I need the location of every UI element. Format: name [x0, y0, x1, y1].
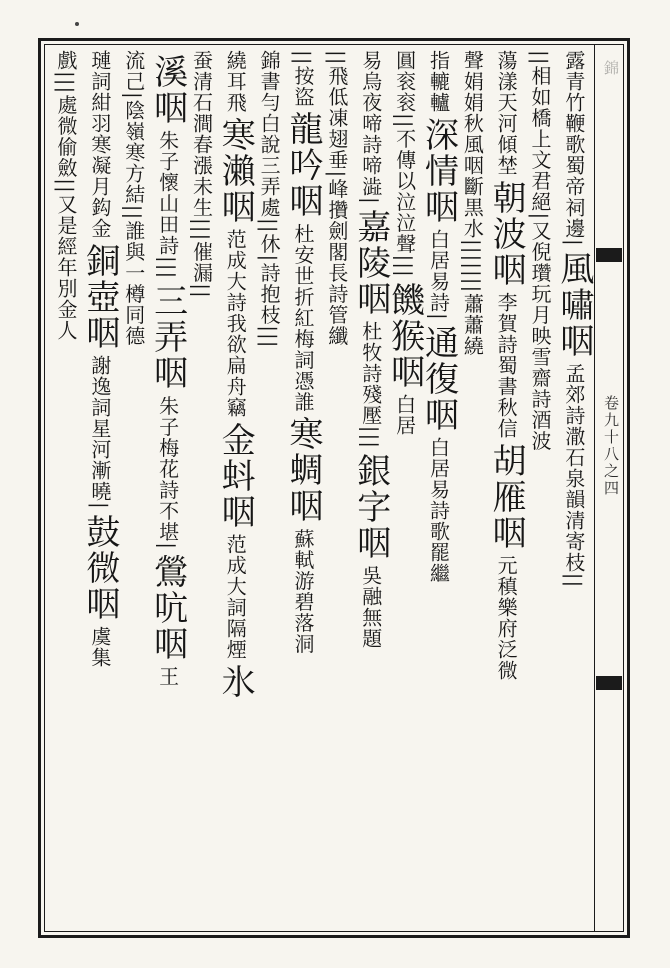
- entry-text: 繞耳飛: [223, 50, 248, 113]
- fishtail-mark-bottom: [596, 676, 622, 690]
- entry-text: ||按盜: [291, 50, 316, 108]
- entry-text: 王: [155, 665, 180, 687]
- entry-headword: 寒瀨咽: [215, 117, 256, 225]
- entry-text: |: [358, 197, 383, 205]
- entry-text: 朱子梅花詩不堪|: [155, 395, 180, 550]
- entry-headword: 金蚪咽: [215, 422, 256, 530]
- entry-headword: 三弄咽: [147, 283, 188, 392]
- entry-text: 杜安世折紅梅詞憑誰: [291, 223, 316, 413]
- text-columns: [50, 50, 594, 930]
- entry-text: 圓衮衮: [392, 50, 417, 113]
- entry-text: ||相如橋上文君絕: [528, 50, 553, 213]
- entry-text: ||飛低凍翅垂: [324, 50, 349, 171]
- text-column: [553, 50, 594, 930]
- entry-text: 詩抱枝||: [257, 262, 282, 341]
- entry-headword: 溪咽: [147, 54, 188, 126]
- entry-text: 蕩漾天河傾埜: [494, 50, 519, 176]
- entry-text: 易烏夜啼詩啼澁: [358, 50, 383, 197]
- entry-text: 露青竹鞭歌蜀帝祠邊: [561, 50, 586, 239]
- entry-text: 蘇軾游碧落洞: [291, 528, 316, 655]
- entry-text: |: [561, 239, 586, 247]
- text-column: [418, 50, 459, 930]
- entry-text: 謝逸詞星河漸曉|: [87, 355, 112, 510]
- entry-text: 朱子懷山田詩||: [155, 130, 180, 272]
- entry-text: 德: [121, 325, 146, 347]
- entry-text: |: [392, 269, 417, 278]
- text-column: [50, 50, 82, 930]
- text-column: [384, 50, 425, 930]
- entry-headword: 朝波咽: [486, 180, 527, 288]
- entry-text: 不傳: [392, 128, 417, 171]
- text-column: [524, 50, 556, 930]
- entry-text: 金人: [54, 298, 78, 341]
- entry-headword: 鶯吭咽: [147, 553, 188, 662]
- entry-text: 詩管纖: [324, 283, 349, 347]
- text-column: [147, 50, 188, 930]
- entry-headword: 饑猴咽: [384, 281, 425, 390]
- entry-text: 石澗春漲未生||: [189, 92, 214, 234]
- margin-title: 錦: [602, 60, 620, 77]
- entry-text: ||又是經年別: [54, 178, 78, 299]
- entry-text: |峰攢劍閣長: [324, 170, 349, 284]
- text-column: [185, 50, 217, 930]
- text-column: [321, 50, 353, 930]
- entry-text: 白居易詩|: [426, 229, 451, 321]
- text-column: [283, 50, 324, 930]
- ink-speck: [75, 22, 79, 26]
- text-column: [79, 50, 120, 930]
- entry-headword: 嘉陵咽: [350, 208, 391, 317]
- entry-text: |: [155, 271, 180, 280]
- entry-headword: 鼓微咽: [79, 513, 120, 622]
- text-column: [456, 50, 488, 930]
- entry-text: 以泣泣聲||: [392, 170, 417, 270]
- entry-text: 李賀詩蜀書秋信: [494, 292, 519, 439]
- text-column: [118, 50, 150, 930]
- entry-text: ||: [561, 572, 586, 589]
- entry-text: 指轆轤: [426, 50, 451, 113]
- entry-headword: 龍吟咽: [283, 111, 324, 220]
- fishtail-mark-top: [596, 248, 622, 262]
- entry-text: |: [189, 290, 214, 299]
- entry-text: |: [189, 233, 214, 242]
- entry-text: 蚕清: [189, 50, 214, 92]
- entry-text: 又倪瓚玩月映雪齋詩酒波: [528, 220, 553, 452]
- margin-volume-label: 卷九十八之四: [602, 395, 620, 497]
- entry-text: |: [358, 441, 383, 449]
- entry-headword: 氷: [215, 664, 256, 700]
- entry-headword: 銀字咽: [350, 452, 391, 561]
- entry-headword: 寒蜩咽: [283, 416, 324, 525]
- entry-text: 催漏|: [189, 241, 214, 291]
- entry-text: 白說三弄處||休|: [257, 113, 282, 263]
- entry-text: 璉詞紺羽寒凝月鈎金: [87, 50, 112, 239]
- entry-text: ||: [460, 269, 485, 286]
- entry-headword: 銅壺咽: [79, 243, 120, 351]
- entry-text: 孟郊詩潵石泉韻清寄枝: [561, 362, 586, 573]
- entry-text: 范成大詞隔煙: [223, 534, 248, 660]
- entry-text: 元稹樂府泛微: [494, 555, 519, 681]
- entry-text: 錦書勻: [257, 50, 282, 113]
- text-column: [350, 50, 391, 930]
- entry-text: 范成大詩我欲扁舟竊: [223, 229, 248, 418]
- entry-headword: 胡雁咽: [486, 443, 527, 551]
- entry-headword: 通復咽: [418, 324, 459, 433]
- entry-text: 流己|陰嶺寒方結: [121, 50, 146, 205]
- entry-text: 吳融無題: [358, 564, 383, 649]
- entry-headword: 深情咽: [418, 117, 459, 225]
- entry-text: ||誰與一樽同: [121, 204, 146, 326]
- entry-text: ||: [460, 254, 485, 270]
- entry-text: 白居易詩歌罷繼: [426, 436, 451, 584]
- entry-text: 杜牧詩殘壓||: [358, 320, 383, 442]
- entry-text: |: [528, 212, 553, 221]
- entry-text: 戲|||處微偷斂: [54, 50, 78, 179]
- text-column: [253, 50, 285, 930]
- entry-text: 白居: [392, 393, 417, 436]
- entry-text: |蕭蕭繞: [460, 285, 485, 357]
- entry-text: 斷黒水||: [460, 176, 485, 255]
- entry-text: 聲娟娟秋風咽: [460, 50, 485, 176]
- entry-headword: 風嘯咽: [553, 250, 594, 359]
- text-column: [486, 50, 527, 930]
- entry-text: ||: [392, 113, 417, 129]
- entry-text: 虞集: [87, 625, 112, 668]
- text-column: [215, 50, 256, 930]
- entry-text: |: [257, 340, 282, 349]
